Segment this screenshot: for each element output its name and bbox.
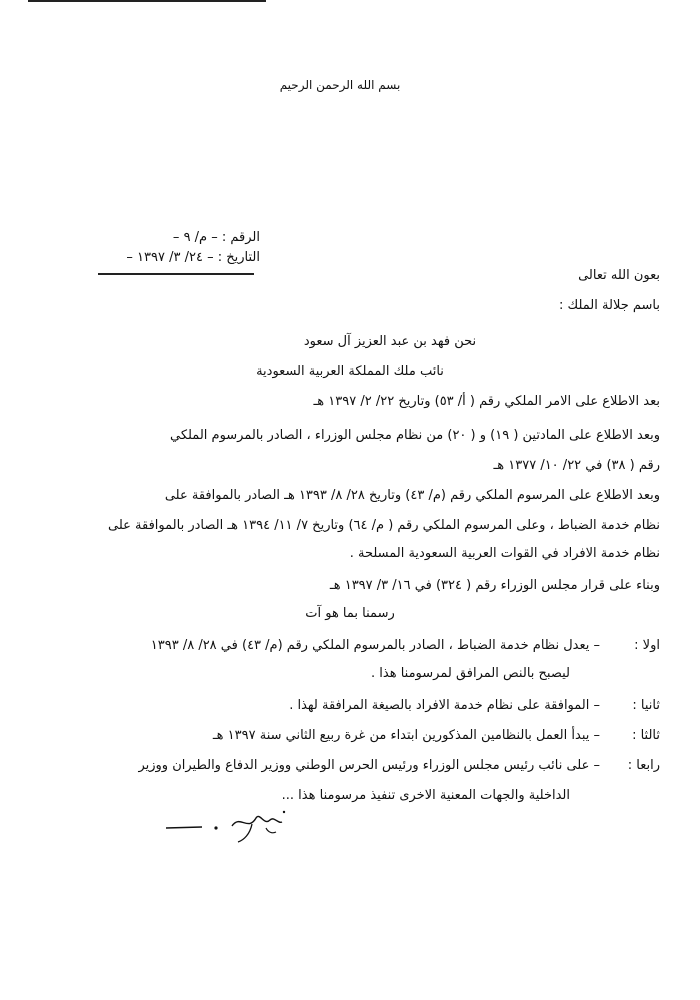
article-continuation: ليصبح بالنص المرافق لمرسومنا هذا .	[371, 666, 570, 681]
preamble-line: نظام خدمة الافراد في القوات العربية السعودية المسلحة .	[349, 546, 660, 561]
sender-name: نحن فهد بن عبد العزيز آل سعود	[303, 334, 477, 349]
article-label: ثانيا :	[632, 698, 660, 713]
preamble-line: وبعد الاطلاع على المرسوم الملكي رقم (م/ ٤٣) وتاريخ ٢٨/ ٨/ ١٣٩٣ هـ الصادر بالموافقة على	[164, 488, 660, 503]
preamble-line: بعد الاطلاع على الامر الملكي رقم ( أ/ ٥٣) وتاريخ ٢٢/ ٢/ ١٣٩٧ هـ	[313, 394, 660, 409]
article-label: رابعا :	[627, 758, 660, 773]
article-text: – على نائب رئيس مجلس الوزراء ورئيس الحرس الوطني ووزير الدفاع والطيران ووزير	[138, 758, 600, 773]
address-line: باسم جلالة الملك :	[559, 298, 660, 313]
decree-heading: رسمنا بما هو آت	[305, 606, 395, 621]
preamble-line: رقم ( ٣٨) في ٢٢/ ١٠/ ١٣٧٧ هـ	[493, 458, 660, 473]
article-text: – يعدل نظام خدمة الضباط ، الصادر بالمرسوم الملكي رقم (م/ ٤٣) في ٢٨/ ٨/ ١٣٩٣	[150, 638, 600, 653]
article-continuation: الداخلية والجهات المعنية الاخرى تنفيذ مرسومنا هذا ...	[281, 788, 570, 803]
reference-number: الرقم : – م/ ٩ –	[172, 230, 260, 245]
article-label: ثالثا :	[632, 728, 660, 743]
invocation: بعون الله تعالى	[578, 268, 660, 283]
preamble-line: وبعد الاطلاع على المادتين ( ١٩) و ( ٢٠) من نظام مجلس الوزراء ، الصادر بالمرسوم الملكي	[169, 428, 660, 443]
preamble-line: نظام خدمة الضباط ، وعلى المرسوم الملكي رقم ( م/ ٦٤) وتاريخ ٧/ ١١/ ١٣٩٤ هـ الصادر بالموافقة على	[108, 518, 660, 533]
reference-rule	[98, 273, 254, 275]
reference-date: التاريخ : – ٢٤/ ٣/ ١٣٩٧ –	[126, 250, 260, 265]
article-text: – يبدأ العمل بالنظامين المذكورين ابتداء من غرة ربيع الثاني سنة ١٣٩٧ هـ	[212, 728, 600, 743]
preamble-line: وبناء على قرار مجلس الوزراء رقم ( ٣٢٤) في ١٦/ ٣/ ١٣٩٧ هـ	[329, 578, 660, 593]
signature	[160, 806, 300, 846]
top-rule	[28, 0, 266, 2]
article-text: – الموافقة على نظام خدمة الافراد بالصيغة المرافقة لهذا .	[289, 698, 600, 713]
article-label: اولا :	[634, 638, 660, 653]
sender-title: نائب ملك المملكة العربية السعودية	[256, 364, 444, 379]
basmala: بسم الله الرحمن الرحيم	[279, 78, 401, 92]
